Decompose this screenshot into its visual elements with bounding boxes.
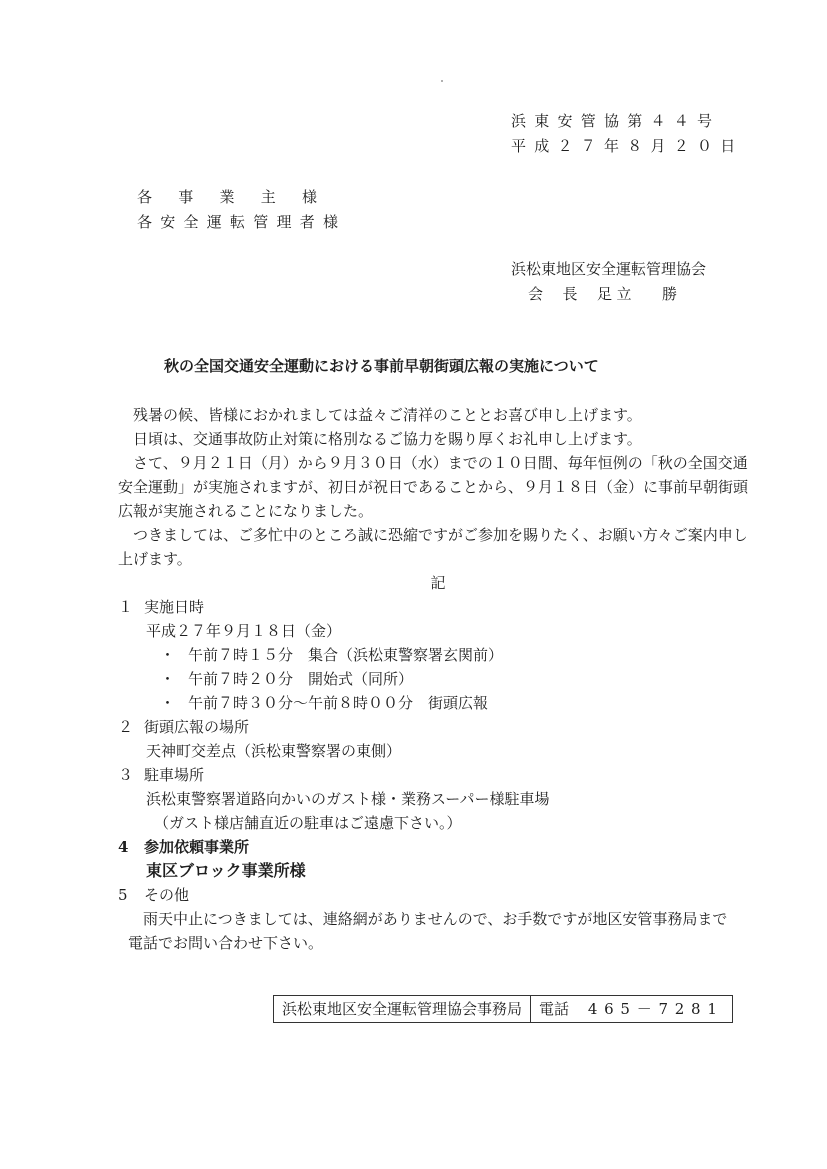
item-2-detail: 天神町交差点（浜松東警察署の東側） <box>146 742 402 760</box>
document-title: 秋の全国交通安全運動における事前早朝街頭広報の実施について <box>164 357 599 375</box>
item-number: 4 <box>118 838 129 856</box>
item-heading: 街頭広報の場所 <box>144 718 250 736</box>
sender-organization: 浜松東地区安全運転管理協会 <box>511 260 707 278</box>
item-5 <box>118 883 758 907</box>
scan-speck <box>441 80 443 82</box>
bullet-mark: ・ <box>160 646 176 664</box>
item-3-note: （ガスト様店舗直近の駐車はご遠慮下さい。） <box>154 814 462 832</box>
bullet-mark: ・ <box>160 670 176 688</box>
item-heading: 実施日時 <box>144 598 205 616</box>
sender-representative <box>528 283 677 304</box>
contact-office: 浜松東地区安全運転管理協会事務局 <box>282 1000 523 1018</box>
schedule-text: 午前７時１５分 集合（浜松東警察署玄関前） <box>188 646 504 664</box>
item-3-detail: 浜松東警察署道路向かいのガスト様・業務スーパー様駐車場 <box>146 790 550 808</box>
sender-name-given: 勝 <box>662 285 678 303</box>
ki-heading: 記 <box>430 574 446 592</box>
item-heading: 駐車場所 <box>144 766 205 784</box>
item-1-detail: 平成２７年９月１８日（金） <box>146 622 342 640</box>
schedule-bullet <box>118 667 758 691</box>
document-date: 平成２７年８月２０日 <box>511 137 744 155</box>
item-number: ３ <box>118 766 134 784</box>
schedule-bullet <box>118 643 758 667</box>
item-2 <box>118 715 758 739</box>
schedule-text: 午前７時３０分～午前８時００分 街頭広報 <box>188 694 489 712</box>
item-number: １ <box>118 598 134 616</box>
recipient-line-1: 各事業主様 <box>137 188 344 206</box>
contact-phone <box>530 996 732 1022</box>
item-heading: 参加依頼事業所 <box>144 838 250 856</box>
thanks-paragraph: 日頃は、交通事故防止対策に格別なるご協力を賜り厚くお礼申し上げます。 <box>133 430 642 448</box>
schedule-bullet <box>118 691 758 715</box>
item-4 <box>118 835 758 859</box>
phone-label: 電話 <box>539 1000 570 1018</box>
document-body <box>118 403 758 955</box>
sender-name: 足立 <box>597 285 637 303</box>
document-number: 浜東安管協第４４号 <box>511 112 721 130</box>
phone-number: 465－7281 <box>587 1000 724 1018</box>
item-heading: その他 <box>144 886 190 904</box>
bullet-mark: ・ <box>160 694 176 712</box>
greeting-paragraph: 残暑の候、皆様におかれましては益々ご清祥のこととお喜び申し上げます。 <box>133 406 642 424</box>
sender-position: 会長 <box>528 285 598 303</box>
item-number: 5 <box>118 886 128 904</box>
announcement-paragraph: さて、９月２１日（月）から９月３０日（水）までの１０日間、毎年恒例の「秋の全国交通安全運動」が実施されますが、初日が祝日であることから、９月１８日（金）に事前早朝街頭広報が実施されることになりました。 <box>118 454 749 520</box>
item-4-detail: 東区ブロック事業所様 <box>146 861 306 880</box>
item-3 <box>118 763 758 787</box>
recipient-line-2: 各安全運転管理者様 <box>137 213 347 231</box>
contact-box <box>273 995 733 1023</box>
item-1 <box>118 595 758 619</box>
request-paragraph: つきましては、ご多忙中のところ誠に恐縮ですがご参加を賜りたく、お願い方々ご案内申し上げます。 <box>118 526 748 568</box>
schedule-text: 午前７時２０分 開始式（同所） <box>188 670 414 688</box>
item-5-detail: 雨天中止につきましては、連絡網がありませんので、お手数ですが地区安管事務局まで電話でお問い合わせ下さい。 <box>128 910 728 952</box>
item-number: ２ <box>118 718 134 736</box>
